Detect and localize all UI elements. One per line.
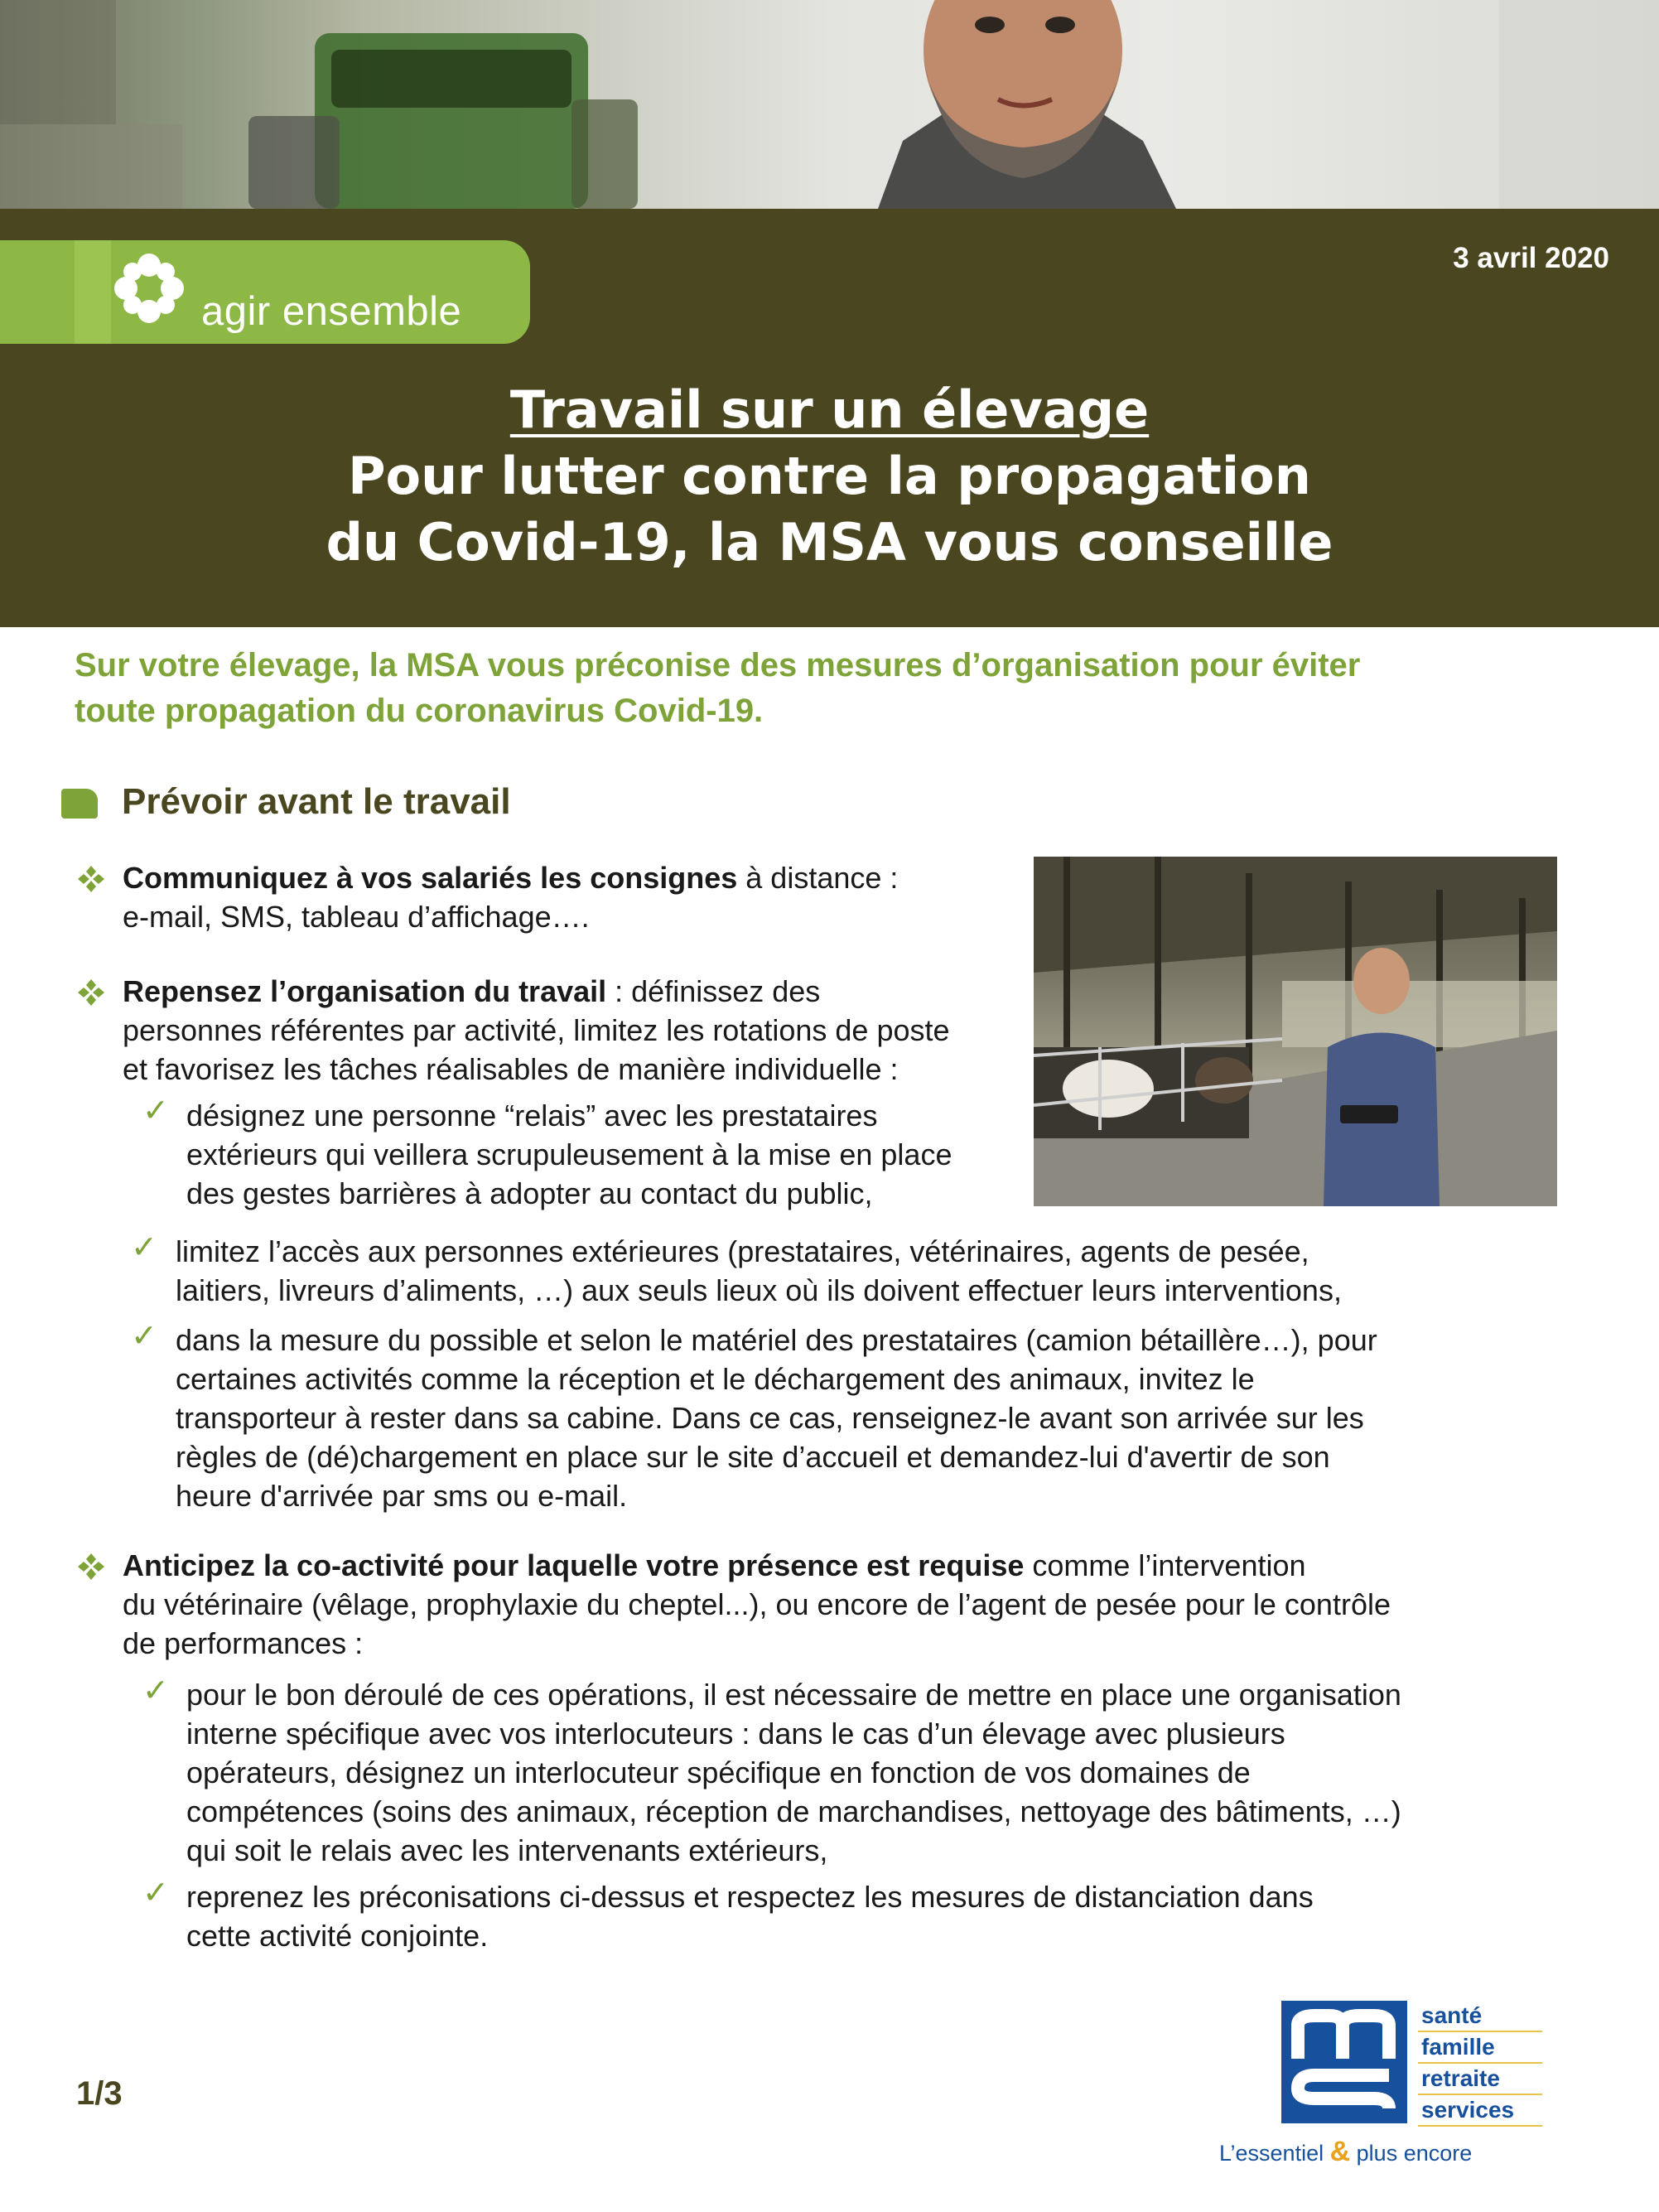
title-line-1: Travail sur un élevage: [509, 379, 1150, 440]
item-communiquez-bold: Communiquez à vos salariés les consignes: [123, 861, 738, 895]
intro-line-1: Sur votre élevage, la MSA vous préconise des mesures d’organisation pour éviter: [75, 647, 1361, 683]
msa-tagline: L’essentiel & plus encore: [1219, 2136, 1473, 2167]
msa-logo: [1281, 2001, 1407, 2123]
checkmark-icon: ✓: [131, 1317, 157, 1354]
item-anticipez: Anticipez la co-activité pour laquelle votre présence est requise comme l’intervention du vétérinaire (vêlage, prophylaxie du cheptel...), ou encore de l’agent de pesée pour le contrôle de performances :: [123, 1548, 1391, 1660]
repensez-sub-3: dans la mesure du possible et selon le matériel des prestataires (camion bétaillère…), pour certaines activités comme la réception et le déchargement des animaux, invitez le transporteur à rester dans sa cabine. Dans ce cas, renseignez-le avant son arrivée sur les règles de (dé)chargement en place sur le site d’accueil et demandez-lui d'avertir de son heure d'arrivée par sms ou e-mail.: [176, 1323, 1377, 1513]
intro-paragraph: [75, 643, 1549, 734]
barn-photo: [1034, 857, 1557, 1206]
section-marker-icon: [61, 789, 98, 819]
title-line-3: du Covid-19, la MSA vous conseille: [326, 512, 1333, 572]
diamond-cluster-icon: [76, 978, 106, 1007]
title-line-2: Pour lutter contre la propagation: [348, 446, 1311, 506]
hero-photo: [0, 0, 1659, 209]
agir-ensemble-text: agir ensemble: [201, 289, 462, 334]
diamond-cluster-icon: [76, 864, 106, 894]
msa-words: [1418, 2001, 1542, 2127]
item-communiquez: Communiquez à vos salariés les consignes à distance : e-mail, SMS, tableau d’affichage….: [123, 861, 899, 934]
item-repensez: Repensez l’organisation du travail : définissez des personnes référentes par activité, limitez les rotations de poste et favorisez les tâches réalisables de manière individuelle :: [123, 974, 950, 1086]
msa-word-sante: santé: [1418, 2001, 1542, 2032]
page-title: [0, 377, 1659, 576]
repensez-sub-2: limitez l’accès aux personnes extérieures (prestataires, vétérinaires, agents de pesée, laitiers, livreurs d’aliments, …) aux seuls lieux où ils doivent effectuer leurs interventions,: [176, 1234, 1342, 1307]
item-anticipez-bold: Anticipez la co-activité pour laquelle votre présence est requise: [123, 1548, 1025, 1582]
msa-word-retraite: retraite: [1418, 2064, 1542, 2095]
document-date: 3 avril 2020: [1453, 242, 1609, 274]
checkmark-icon: ✓: [142, 1672, 169, 1708]
checkmark-icon: ✓: [131, 1229, 157, 1265]
item-repensez-bold: Repensez l’organisation du travail: [123, 974, 607, 1008]
anticipez-sub-1: pour le bon déroulé de ces opérations, il est nécessaire de mettre en place une organisation interne spécifique avec vos interlocuteurs : dans le cas d’un élevage avec plusieurs opérateurs, désignez un interlocuteur spécifique en fonction de vos domaines de compétences (soins des animaux, réception de marchandises, nettoyage des bâtiments, …) qui soit le relais avec les intervenants extérieurs,: [186, 1678, 1401, 1867]
checkmark-icon: ✓: [142, 1874, 169, 1910]
page-number: 1/3: [76, 2075, 123, 2112]
section-title: Prévoir avant le travail: [122, 781, 511, 822]
intro-line-2: toute propagation du coronavirus Covid-19.: [75, 693, 764, 729]
asterisk-logo-icon: [108, 247, 190, 330]
msa-word-services: services: [1418, 2095, 1542, 2127]
diamond-cluster-icon: [76, 1552, 106, 1582]
msa-word-famille: famille: [1418, 2032, 1542, 2064]
checkmark-icon: ✓: [142, 1092, 169, 1128]
repensez-sub-1: désignez une personne “relais” avec les prestataires extérieurs qui veillera scrupuleusement à la mise en place des gestes barrières à adopter au contact du public,: [186, 1099, 952, 1210]
anticipez-sub-2: reprenez les préconisations ci-dessus et respectez les mesures de distanciation dans cette activité conjointe.: [186, 1880, 1314, 1953]
